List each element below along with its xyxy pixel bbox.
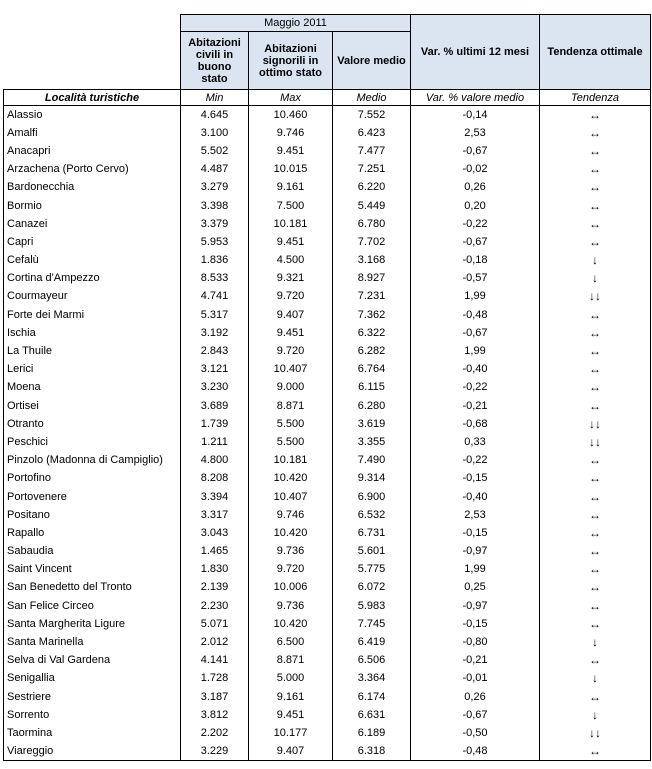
cell-min: 5.071 <box>181 615 249 633</box>
cell-location: Santa Margherita Ligure <box>4 615 181 633</box>
cell-min: 3.689 <box>181 397 249 415</box>
cell-min: 1.211 <box>181 433 249 451</box>
table-row <box>4 742 651 760</box>
cell-max: 10.420 <box>249 615 333 633</box>
cell-var: -0,40 <box>411 487 540 505</box>
cell-max: 10.407 <box>249 487 333 505</box>
table-row <box>4 287 651 305</box>
cell-min: 4.141 <box>181 651 249 669</box>
cell-location: Viareggio <box>4 742 181 760</box>
cell-max: 10.460 <box>249 106 333 124</box>
cell-min: 3.187 <box>181 688 249 706</box>
cell-avg: 6.115 <box>333 378 411 396</box>
cell-var: 1,99 <box>411 287 540 305</box>
cell-location: Sorrento <box>4 706 181 724</box>
cell-trend: ↓ <box>540 269 651 287</box>
cell-trend: ↔ <box>540 142 651 160</box>
cell-min: 3.812 <box>181 706 249 724</box>
header-spacer <box>4 15 181 32</box>
cell-trend: ↔ <box>540 196 651 214</box>
cell-var: -0,68 <box>411 415 540 433</box>
cell-var: -0,48 <box>411 742 540 760</box>
cell-min: 3.100 <box>181 124 249 142</box>
cell-avg: 6.072 <box>333 578 411 596</box>
table-row <box>4 706 651 724</box>
cell-min: 4.645 <box>181 106 249 124</box>
cell-location: Portovenere <box>4 487 181 505</box>
cell-avg: 6.282 <box>333 342 411 360</box>
cell-avg: 6.419 <box>333 633 411 651</box>
cell-max: 10.181 <box>249 215 333 233</box>
cell-var: 0,20 <box>411 196 540 214</box>
cell-avg: 6.220 <box>333 178 411 196</box>
header-var: Var. % ultimi 12 mesi <box>411 15 540 90</box>
table-row <box>4 397 651 415</box>
table-row <box>4 651 651 669</box>
cell-min: 2.139 <box>181 578 249 596</box>
cell-avg: 7.702 <box>333 233 411 251</box>
cell-var: -0,40 <box>411 360 540 378</box>
cell-avg: 6.174 <box>333 688 411 706</box>
cell-trend: ↔ <box>540 560 651 578</box>
cell-var: 2,53 <box>411 506 540 524</box>
header-trend: Tendenza ottimale <box>540 15 651 90</box>
header-min: Abitazioni civili in buono stato <box>181 32 249 90</box>
cell-avg: 6.280 <box>333 397 411 415</box>
cell-var: 0,26 <box>411 688 540 706</box>
cell-min: 4.800 <box>181 451 249 469</box>
cell-location: Bormio <box>4 196 181 214</box>
subheader-trend: Tendenza <box>540 90 651 106</box>
cell-min: 8.533 <box>181 269 249 287</box>
cell-avg: 8.927 <box>333 269 411 287</box>
cell-trend: ↔ <box>540 506 651 524</box>
cell-max: 10.177 <box>249 724 333 742</box>
cell-max: 10.420 <box>249 524 333 542</box>
cell-trend: ↓↓ <box>540 433 651 451</box>
cell-var: 0,25 <box>411 578 540 596</box>
cell-trend: ↔ <box>540 215 651 233</box>
cell-min: 3.379 <box>181 215 249 233</box>
cell-trend: ↔ <box>540 360 651 378</box>
cell-var: 1,99 <box>411 560 540 578</box>
cell-min: 5.502 <box>181 142 249 160</box>
cell-var: -0,15 <box>411 524 540 542</box>
table-row <box>4 597 651 615</box>
cell-avg: 5.449 <box>333 196 411 214</box>
cell-var: -0,50 <box>411 724 540 742</box>
table-row <box>4 451 651 469</box>
cell-location: Positano <box>4 506 181 524</box>
cell-trend: ↓ <box>540 633 651 651</box>
cell-location: Sestriere <box>4 688 181 706</box>
cell-min: 4.487 <box>181 160 249 178</box>
cell-min: 2.012 <box>181 633 249 651</box>
cell-avg: 6.532 <box>333 506 411 524</box>
subheader-avg: Medio <box>333 90 411 106</box>
table-row <box>4 615 651 633</box>
table-row <box>4 669 651 687</box>
cell-trend: ↓↓ <box>540 724 651 742</box>
cell-location: Pinzolo (Madonna di Campiglio) <box>4 451 181 469</box>
cell-min: 3.230 <box>181 378 249 396</box>
price-table <box>3 14 651 761</box>
cell-trend: ↔ <box>540 233 651 251</box>
cell-avg: 9.314 <box>333 469 411 487</box>
cell-location: San Felice Circeo <box>4 597 181 615</box>
cell-location: Senigallia <box>4 669 181 687</box>
cell-min: 2.202 <box>181 724 249 742</box>
cell-max: 9.746 <box>249 506 333 524</box>
cell-avg: 3.168 <box>333 251 411 269</box>
table-row <box>4 269 651 287</box>
table-row <box>4 724 651 742</box>
cell-trend: ↔ <box>540 397 651 415</box>
cell-trend: ↓↓ <box>540 287 651 305</box>
cell-max: 9.407 <box>249 742 333 760</box>
cell-min: 8.208 <box>181 469 249 487</box>
cell-max: 10.015 <box>249 160 333 178</box>
cell-trend: ↔ <box>540 378 651 396</box>
cell-trend: ↔ <box>540 524 651 542</box>
cell-trend: ↔ <box>540 124 651 142</box>
cell-trend: ↔ <box>540 160 651 178</box>
cell-location: Amalfi <box>4 124 181 142</box>
cell-location: Portofino <box>4 469 181 487</box>
cell-max: 9.746 <box>249 124 333 142</box>
cell-var: -0,15 <box>411 615 540 633</box>
cell-var: -0,21 <box>411 651 540 669</box>
cell-var: 0,26 <box>411 178 540 196</box>
cell-min: 3.121 <box>181 360 249 378</box>
table-row <box>4 342 651 360</box>
cell-location: Lerici <box>4 360 181 378</box>
cell-trend: ↔ <box>540 106 651 124</box>
cell-trend: ↔ <box>540 688 651 706</box>
subheader-max: Max <box>249 90 333 106</box>
cell-location: Ischia <box>4 324 181 342</box>
cell-var: -0,01 <box>411 669 540 687</box>
cell-min: 5.953 <box>181 233 249 251</box>
cell-trend: ↔ <box>540 597 651 615</box>
cell-location: Cefalù <box>4 251 181 269</box>
cell-location: La Thuile <box>4 342 181 360</box>
cell-avg: 3.364 <box>333 669 411 687</box>
cell-max: 9.000 <box>249 378 333 396</box>
cell-min: 3.229 <box>181 742 249 760</box>
table-row <box>4 233 651 251</box>
cell-var: -0,22 <box>411 378 540 396</box>
cell-var: 1,99 <box>411 342 540 360</box>
cell-var: 2,53 <box>411 124 540 142</box>
cell-max: 10.420 <box>249 469 333 487</box>
cell-var: -0,48 <box>411 306 540 324</box>
cell-avg: 7.477 <box>333 142 411 160</box>
table-row <box>4 178 651 196</box>
cell-trend: ↔ <box>540 578 651 596</box>
cell-avg: 6.780 <box>333 215 411 233</box>
cell-avg: 5.775 <box>333 560 411 578</box>
table-row <box>4 196 651 214</box>
cell-trend: ↔ <box>540 469 651 487</box>
table-row <box>4 106 651 124</box>
cell-location: Ortisei <box>4 397 181 415</box>
cell-var: -0,97 <box>411 597 540 615</box>
table-row <box>4 560 651 578</box>
cell-var: -0,22 <box>411 215 540 233</box>
cell-max: 9.451 <box>249 142 333 160</box>
cell-avg: 3.355 <box>333 433 411 451</box>
cell-var: -0,22 <box>411 451 540 469</box>
cell-max: 8.871 <box>249 651 333 669</box>
table-row <box>4 215 651 233</box>
table-row <box>4 506 651 524</box>
table-row <box>4 415 651 433</box>
cell-var: -0,67 <box>411 324 540 342</box>
header-spacer <box>4 32 181 90</box>
cell-location: Arzachena (Porto Cervo) <box>4 160 181 178</box>
table-row <box>4 524 651 542</box>
cell-min: 1.836 <box>181 251 249 269</box>
cell-min: 3.398 <box>181 196 249 214</box>
cell-max: 10.006 <box>249 578 333 596</box>
table-row <box>4 306 651 324</box>
cell-max: 8.871 <box>249 397 333 415</box>
cell-min: 3.394 <box>181 487 249 505</box>
cell-min: 1.830 <box>181 560 249 578</box>
table-row <box>4 124 651 142</box>
cell-avg: 6.322 <box>333 324 411 342</box>
cell-location: San Benedetto del Tronto <box>4 578 181 596</box>
header-month: Maggio 2011 <box>181 15 411 32</box>
cell-max: 9.720 <box>249 560 333 578</box>
cell-max: 5.000 <box>249 669 333 687</box>
cell-avg: 3.619 <box>333 415 411 433</box>
table-row <box>4 469 651 487</box>
table-row <box>4 487 651 505</box>
table-row <box>4 578 651 596</box>
cell-avg: 7.362 <box>333 306 411 324</box>
cell-min: 2.843 <box>181 342 249 360</box>
cell-location: Saint Vincent <box>4 560 181 578</box>
cell-max: 9.736 <box>249 542 333 560</box>
cell-avg: 6.631 <box>333 706 411 724</box>
cell-avg: 6.423 <box>333 124 411 142</box>
cell-var: -0,67 <box>411 706 540 724</box>
cell-avg: 6.506 <box>333 651 411 669</box>
cell-var: -0,67 <box>411 233 540 251</box>
cell-trend: ↔ <box>540 306 651 324</box>
table-row <box>4 633 651 651</box>
cell-var: -0,57 <box>411 269 540 287</box>
cell-var: -0,14 <box>411 106 540 124</box>
cell-max: 10.181 <box>249 451 333 469</box>
cell-location: Capri <box>4 233 181 251</box>
cell-location: Courmayeur <box>4 287 181 305</box>
cell-max: 5.500 <box>249 415 333 433</box>
cell-max: 9.720 <box>249 287 333 305</box>
cell-var: -0,97 <box>411 542 540 560</box>
cell-var: -0,02 <box>411 160 540 178</box>
cell-trend: ↓ <box>540 706 651 724</box>
cell-location: Selva di Val Gardena <box>4 651 181 669</box>
cell-location: Otranto <box>4 415 181 433</box>
cell-var: -0,67 <box>411 142 540 160</box>
table-row <box>4 433 651 451</box>
cell-location: Rapallo <box>4 524 181 542</box>
cell-max: 4.500 <box>249 251 333 269</box>
cell-min: 1.465 <box>181 542 249 560</box>
header-max: Abitazioni signorili in ottimo stato <box>249 32 333 90</box>
cell-location: Santa Marinella <box>4 633 181 651</box>
cell-trend: ↔ <box>540 324 651 342</box>
cell-location: Moena <box>4 378 181 396</box>
cell-location: Taormina <box>4 724 181 742</box>
cell-min: 1.739 <box>181 415 249 433</box>
cell-min: 3.192 <box>181 324 249 342</box>
cell-var: -0,80 <box>411 633 540 651</box>
table-row <box>4 688 651 706</box>
cell-max: 9.451 <box>249 706 333 724</box>
subheader-loc: Località turistiche <box>4 90 181 106</box>
cell-trend: ↔ <box>540 342 651 360</box>
cell-trend: ↓↓ <box>540 415 651 433</box>
cell-trend: ↔ <box>540 615 651 633</box>
cell-min: 2.230 <box>181 597 249 615</box>
cell-max: 9.451 <box>249 324 333 342</box>
cell-avg: 6.764 <box>333 360 411 378</box>
cell-max: 9.720 <box>249 342 333 360</box>
cell-max: 9.161 <box>249 178 333 196</box>
table-row <box>4 542 651 560</box>
cell-avg: 7.231 <box>333 287 411 305</box>
cell-location: Anacapri <box>4 142 181 160</box>
table-row <box>4 251 651 269</box>
cell-location: Cortina d'Ampezzo <box>4 269 181 287</box>
cell-location: Peschici <box>4 433 181 451</box>
cell-var: -0,18 <box>411 251 540 269</box>
cell-trend: ↓ <box>540 669 651 687</box>
cell-location: Bardonecchia <box>4 178 181 196</box>
cell-max: 7.500 <box>249 196 333 214</box>
cell-avg: 6.318 <box>333 742 411 760</box>
table-row <box>4 160 651 178</box>
cell-avg: 7.251 <box>333 160 411 178</box>
cell-var: 0,33 <box>411 433 540 451</box>
cell-trend: ↔ <box>540 542 651 560</box>
cell-avg: 5.601 <box>333 542 411 560</box>
cell-var: -0,21 <box>411 397 540 415</box>
header-avg: Valore medio <box>333 32 411 90</box>
table-row <box>4 360 651 378</box>
cell-min: 3.279 <box>181 178 249 196</box>
cell-min: 5.317 <box>181 306 249 324</box>
cell-trend: ↔ <box>540 651 651 669</box>
cell-min: 3.043 <box>181 524 249 542</box>
cell-max: 9.161 <box>249 688 333 706</box>
cell-max: 9.407 <box>249 306 333 324</box>
cell-trend: ↓ <box>540 251 651 269</box>
cell-max: 9.321 <box>249 269 333 287</box>
cell-avg: 7.552 <box>333 106 411 124</box>
cell-avg: 7.490 <box>333 451 411 469</box>
subheader-min: Min <box>181 90 249 106</box>
cell-location: Canazei <box>4 215 181 233</box>
cell-trend: ↔ <box>540 742 651 760</box>
cell-location: Forte dei Marmi <box>4 306 181 324</box>
cell-var: -0,15 <box>411 469 540 487</box>
cell-location: Sabaudia <box>4 542 181 560</box>
table-row <box>4 142 651 160</box>
cell-max: 10.407 <box>249 360 333 378</box>
table-row <box>4 324 651 342</box>
cell-avg: 6.189 <box>333 724 411 742</box>
cell-avg: 7.745 <box>333 615 411 633</box>
cell-max: 6.500 <box>249 633 333 651</box>
subheader-var: Var. % valore medio <box>411 90 540 106</box>
table-row <box>4 378 651 396</box>
cell-min: 4.741 <box>181 287 249 305</box>
cell-max: 9.736 <box>249 597 333 615</box>
cell-max: 9.451 <box>249 233 333 251</box>
cell-avg: 5.983 <box>333 597 411 615</box>
cell-trend: ↔ <box>540 178 651 196</box>
cell-max: 5.500 <box>249 433 333 451</box>
cell-avg: 6.900 <box>333 487 411 505</box>
cell-location: Alassio <box>4 106 181 124</box>
cell-trend: ↔ <box>540 451 651 469</box>
cell-trend: ↔ <box>540 487 651 505</box>
cell-min: 3.317 <box>181 506 249 524</box>
cell-min: 1.728 <box>181 669 249 687</box>
cell-avg: 6.731 <box>333 524 411 542</box>
